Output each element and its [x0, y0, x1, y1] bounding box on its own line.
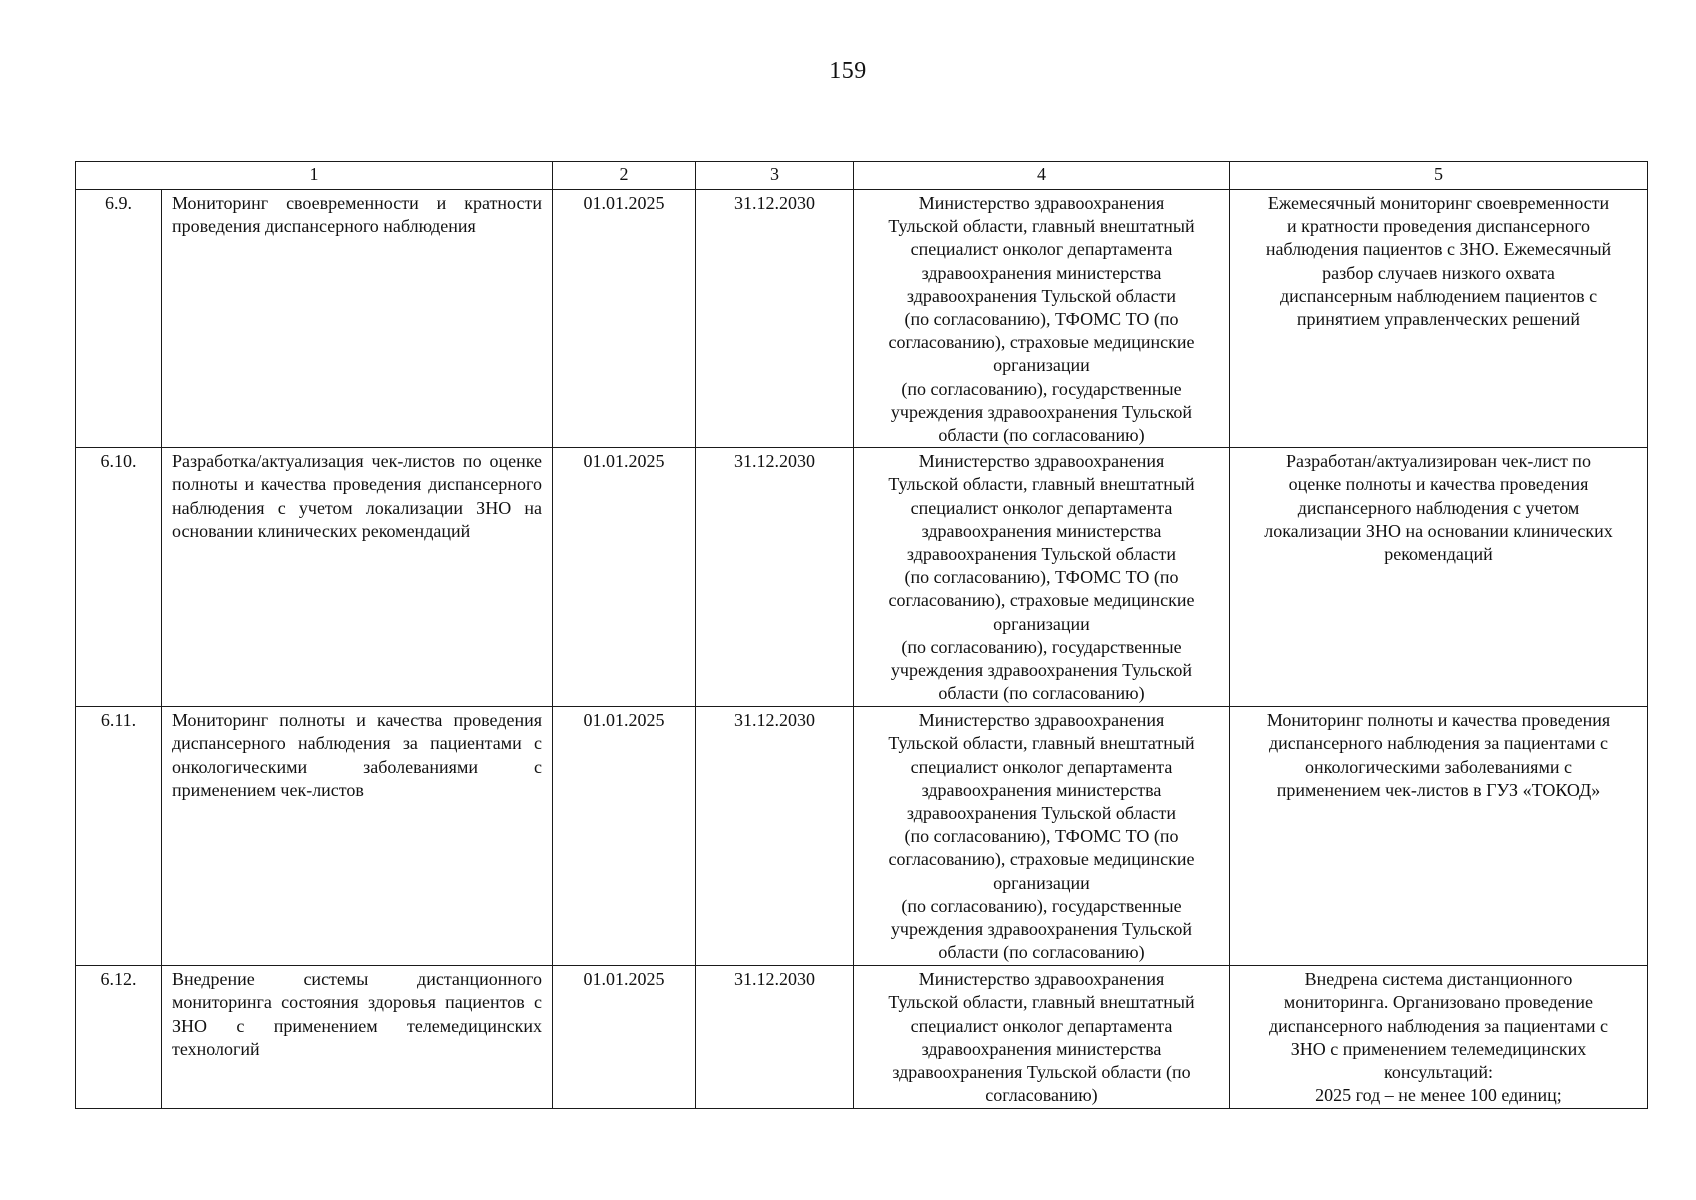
responsible-parties: Министерство здравоохранения Тульской области, главный внештатный специалист онколог департамента здравоохранения министерства здравоохранения Тульской области (по согласованию), ТФОМС ТО (по согласованию), страховые медицинские организации (по согласованию), государственные учреждения здравоохранения Тульской области (по согласованию) — [854, 448, 1230, 707]
end-date: 31.12.2030 — [696, 966, 854, 1109]
end-date: 31.12.2030 — [696, 190, 854, 448]
table-row — [76, 448, 1648, 707]
item-number: 6.10. — [76, 448, 162, 707]
responsible-parties: Министерство здравоохранения Тульской области, главный внештатный специалист онколог департамента здравоохранения министерства здравоохранения Тульской области (по согласованию) — [854, 966, 1230, 1109]
table-row — [76, 190, 1648, 448]
responsible-parties: Министерство здравоохранения Тульской области, главный внештатный специалист онколог департамента здравоохранения министерства здравоохранения Тульской области (по согласованию), ТФОМС ТО (по согласованию), страховые медицинские организации (по согласованию), государственные учреждения здравоохранения Тульской области (по согласованию) — [854, 707, 1230, 966]
start-date: 01.01.2025 — [553, 190, 696, 448]
expected-result: Разработан/актуализирован чек-лист по оценке полноты и качества проведения диспансерного наблюдения с учетом локализации ЗНО на основании клинических рекомендаций — [1230, 448, 1648, 707]
responsible-parties: Министерство здравоохранения Тульской области, главный внештатный специалист онколог департамента здравоохранения министерства здравоохранения Тульской области (по согласованию), ТФОМС ТО (по согласованию), страховые медицинские организации (по согласованию), государственные учреждения здравоохранения Тульской области (по согласованию) — [854, 190, 1230, 448]
expected-result: Внедрена система дистанционного мониторинга. Организовано проведение диспансерного наблюдения за пациентами с ЗНО с применением телемедицинских консультаций: 2025 год – не менее 100 единиц; — [1230, 966, 1648, 1109]
start-date: 01.01.2025 — [553, 448, 696, 707]
column-header-2: 2 — [553, 162, 696, 190]
item-number: 6.11. — [76, 707, 162, 966]
header-row — [76, 162, 1648, 190]
page-number: 159 — [829, 58, 867, 84]
table-row — [76, 707, 1648, 966]
item-number: 6.9. — [76, 190, 162, 448]
column-header-3: 3 — [696, 162, 854, 190]
column-header-1: 1 — [76, 162, 553, 190]
measure-name: Внедрение системы дистанционного мониторинга состояния здоровья пациентов с ЗНО с применением телемедицинских технологий — [162, 966, 553, 1109]
start-date: 01.01.2025 — [553, 966, 696, 1109]
table-row — [76, 966, 1648, 1109]
measure-name: Мониторинг своевременности и кратности проведения диспансерного наблюдения — [162, 190, 553, 448]
column-header-5: 5 — [1230, 162, 1648, 190]
measure-name: Мониторинг полноты и качества проведения диспансерного наблюдения за пациентами с онкологическими заболеваниями с применением чек-листов — [162, 707, 553, 966]
start-date: 01.01.2025 — [553, 707, 696, 966]
measures-table — [75, 161, 1648, 1109]
measure-name: Разработка/актуализация чек-листов по оценке полноты и качества проведения диспансерного наблюдения с учетом локализации ЗНО на основании клинических рекомендаций — [162, 448, 553, 707]
expected-result: Ежемесячный мониторинг своевременности и кратности проведения диспансерного наблюдения пациентов с ЗНО. Ежемесячный разбор случаев низкого охвата диспансерным наблюдением пациентов с принятием управленческих решений — [1230, 190, 1648, 448]
item-number: 6.12. — [76, 966, 162, 1109]
end-date: 31.12.2030 — [696, 707, 854, 966]
end-date: 31.12.2030 — [696, 448, 854, 707]
expected-result: Мониторинг полноты и качества проведения диспансерного наблюдения за пациентами с онкологическими заболеваниями с применением чек-листов в ГУЗ «ТОКОД» — [1230, 707, 1648, 966]
column-header-4: 4 — [854, 162, 1230, 190]
